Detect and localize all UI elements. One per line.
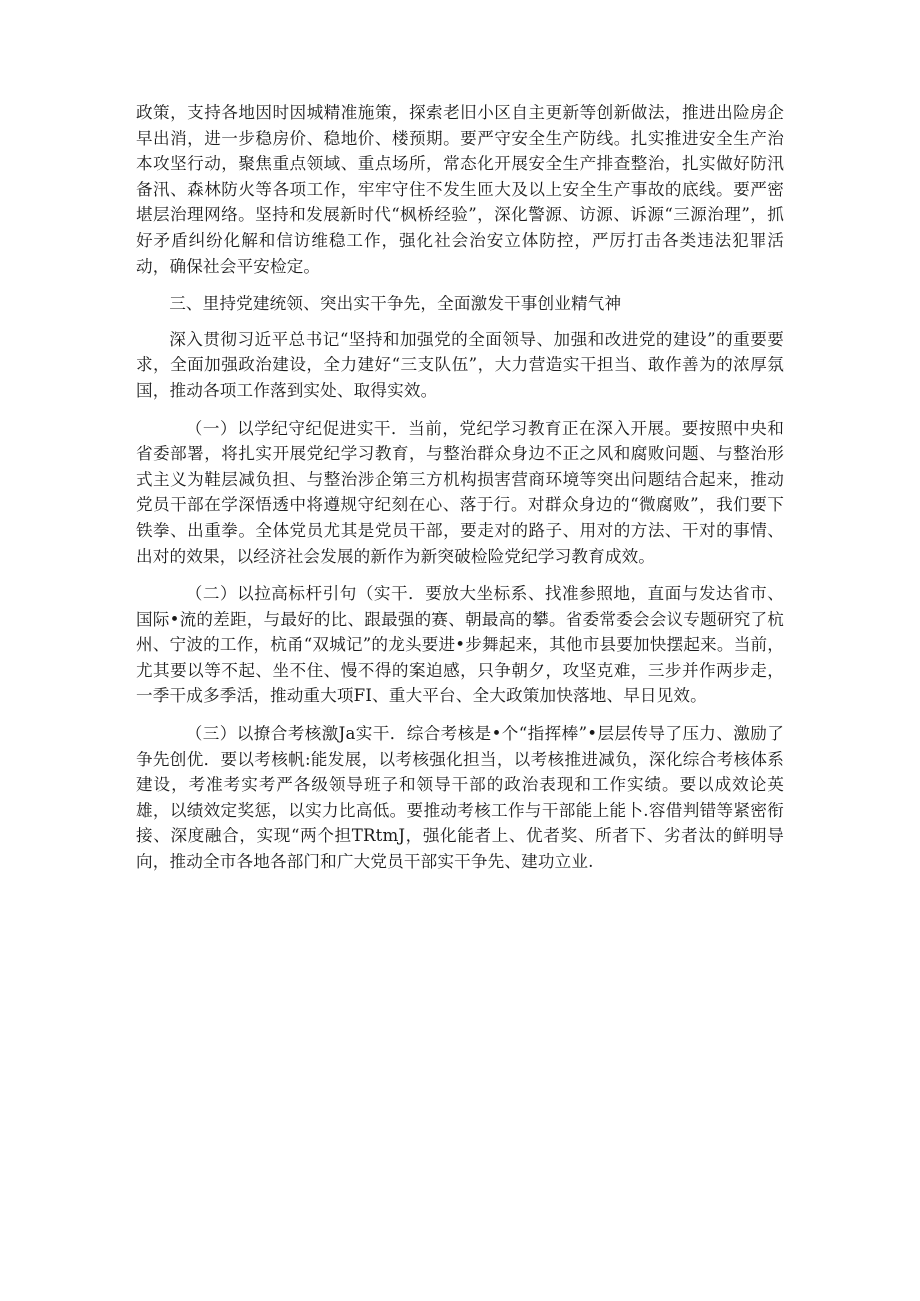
paragraph-intro: 深入贯彻习近平总书记“坚持和加强党的全面领导、加强和改进党的建设”的重要要求，全面加强政治建设，全力建好“三支队伍”，大力营造实干担当、敢作善为的浓厚氛国，推动各项工作落到实处、取得实效。 — [136, 329, 784, 400]
section-heading: 三、里持党建统领、突出实干争先，全面激发干事创业精气神 — [169, 294, 622, 314]
paragraph-item-3: （三）以撩合考核激Ja实干．综合考核是•个“指挥棒”•层层传导了压力、激励了争先创优．要以考核帆:能发展，以考核强化担当，以考核推进减负，深化综合考核体系建设，考准考实考严各级领导班子和领导干部的政治表现和工作实绩。要以成效论英雄，以绩效定奖惩，以实力比高低。要推动考核工作与干部能上能卜.容借判错等紧密衔接、深度融合，实现“两个担TRtmJ，强化能者上、优者奖、所者下、劣者汰的鲜明导向，推动全市各地各部门和广大党员干部实干争先、建功立业. — [136, 724, 784, 872]
paragraph-item-1: （一）以学纪守纪促进实干．当前，党纪学习教育正在深入开展。要按照中央和省委部署，将扎实开展党纪学习教育，与整治群众身边不正之风和腐败问题、与整治形式主义为鞋层减负担、与整治涉企第三方机构损害营商环境等突出问题结合起来，推动党员干部在学深悟透中将遵规守纪刻在心、落于行。对群众身边的“微腐败”，我们要下铁拳、出重拳。全体党员尤其是党员干部，要走对的路子、用对的方法、干对的事情、出对的效果，以经济社会发展的新作为新突破检险党纪学习教育成效。 — [136, 418, 784, 566]
document-page — [136, 100, 784, 875]
paragraph-item-2: （二）以拉高标杆引句（实干．要放大坐标系、找准参照地，直面与发达省市、国际•流的差距，与最好的比、跟最强的赛、朝最高的攀。省委常委会会议专题研究了杭州、宁波的工作，杭甬“双城记”的龙头要进•步舞起来，其他市县要加快摆起来。当前，尤其要以等不起、坐不住、慢不得的案迫感，只争朝夕，攻坚克难，三步并作两步走，一季干成多季活，推动重大项FI、重大平台、全大政策加快落地、早日见效。 — [136, 584, 784, 706]
paragraph-continuation: 政策，支持各地因时因城精准施策，探索老旧小区自主更新等创新做法，推进出险房企早出消，进一步稳房价、稳地价、楼预期。要严守安全生产防线。扎实推进安全生产治本攻坚行动，聚焦重点领域、重点场所，常态化开展安全生产排查整治，扎实做好防汛备汛、森林防火等各项工作，牢牢守住不发生匝大及以上安全生产事故的底线。要严密堪层治理网络。坚持和发展新时代“枫桥经验”，深化警源、访源、诉源“三源治理”，抓好矛盾纠纷化解和信访维稳工作，强化社会治安立体防控，严厉打击各类违法犯罪活动，确保社会平安检定。 — [136, 103, 784, 276]
